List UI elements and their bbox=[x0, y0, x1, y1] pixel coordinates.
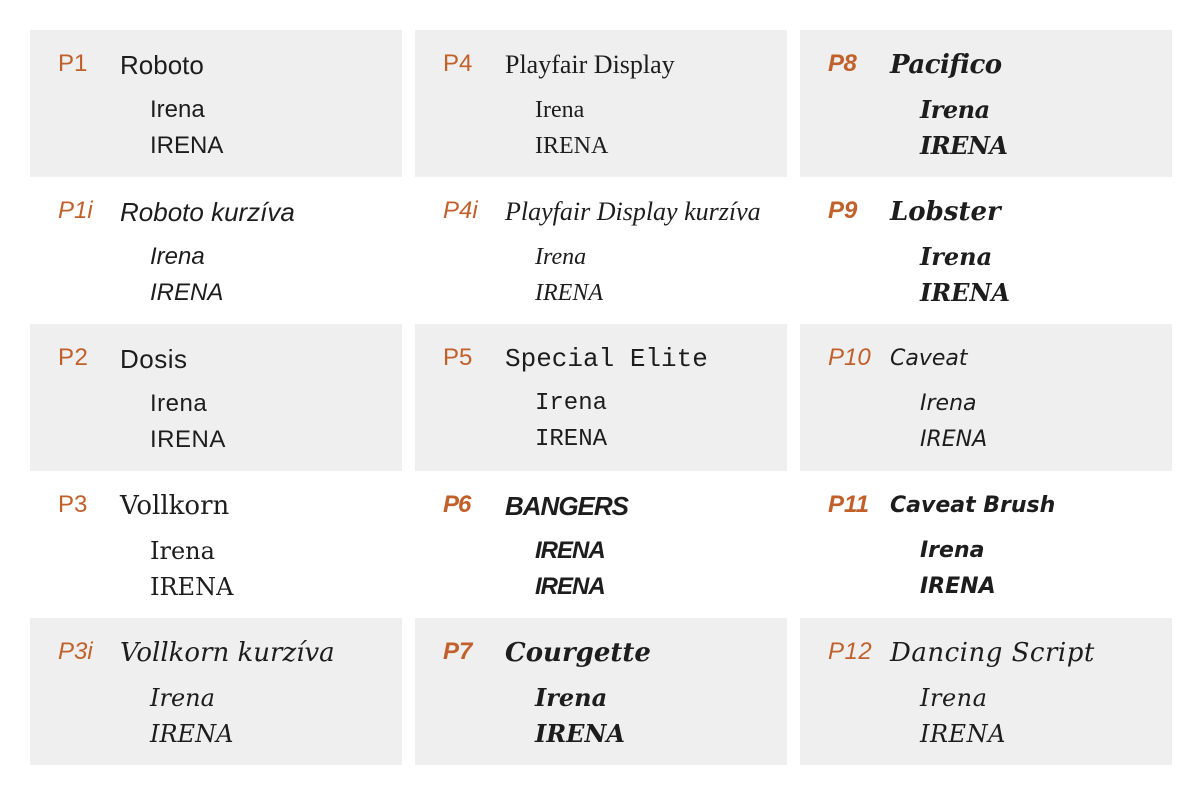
sample-lowercase: Irena bbox=[535, 683, 608, 712]
font-name: Caveat bbox=[890, 346, 968, 371]
sample-lowercase: Irena bbox=[920, 391, 977, 416]
sample-uppercase: IRENA bbox=[920, 574, 996, 599]
specimen-texts bbox=[890, 48, 1162, 164]
specimen-code: P3i bbox=[58, 638, 93, 665]
font-name: Special Elite bbox=[505, 344, 708, 374]
specimen-texts bbox=[120, 342, 392, 458]
samples bbox=[150, 92, 392, 164]
sample-lowercase: Irena bbox=[920, 684, 988, 712]
specimen-texts bbox=[890, 489, 1162, 605]
specimen-texts bbox=[505, 636, 777, 752]
specimen-code: P10 bbox=[828, 344, 871, 371]
sample-lowercase: Irena bbox=[920, 538, 985, 563]
specimen-texts bbox=[505, 342, 777, 458]
font-specimen-cell-p10 bbox=[800, 324, 1172, 471]
font-specimen-cell-p11 bbox=[800, 471, 1172, 618]
samples bbox=[150, 680, 392, 752]
specimen-code: P1i bbox=[58, 197, 93, 224]
sample-uppercase: IRENA bbox=[535, 573, 605, 600]
font-specimen-cell-p1i bbox=[30, 177, 402, 324]
font-specimen-cell-p7 bbox=[415, 618, 787, 765]
font-name: Courgette bbox=[505, 638, 651, 668]
specimen-texts bbox=[120, 195, 392, 311]
font-specimen-cell-p3i bbox=[30, 618, 402, 765]
samples bbox=[535, 386, 777, 458]
font-specimen-cell-p1 bbox=[30, 30, 402, 177]
specimen-texts bbox=[890, 195, 1162, 311]
sample-uppercase: IRENA bbox=[150, 279, 224, 306]
sample-lowercase: Irena bbox=[150, 390, 208, 417]
specimen-texts bbox=[120, 48, 392, 164]
sample-uppercase: IRENA bbox=[920, 131, 1008, 160]
sample-lowercase: Irena bbox=[150, 684, 215, 712]
specimen-code: P6 bbox=[443, 491, 471, 518]
font-name: Dosis bbox=[120, 344, 188, 374]
samples bbox=[920, 92, 1162, 164]
sample-lowercase: Irena bbox=[150, 96, 205, 123]
font-name: Pacifico bbox=[890, 50, 1002, 80]
specimen-code: P4i bbox=[443, 197, 478, 224]
specimen-code: P3 bbox=[58, 491, 88, 518]
samples bbox=[535, 239, 777, 311]
samples bbox=[920, 386, 1162, 458]
font-specimen-cell-p9 bbox=[800, 177, 1172, 324]
specimen-texts bbox=[505, 48, 777, 164]
font-specimen-cell-p6 bbox=[415, 471, 787, 618]
font-specimen-cell-p8 bbox=[800, 30, 1172, 177]
samples bbox=[535, 92, 777, 164]
sample-uppercase: IRENA bbox=[150, 573, 234, 601]
specimen-code: P7 bbox=[443, 638, 473, 665]
font-name: Dancing Script bbox=[890, 638, 1095, 668]
sample-uppercase: IRENA bbox=[920, 278, 1011, 307]
specimen-code: P12 bbox=[828, 638, 873, 665]
font-specimen-cell-p2 bbox=[30, 324, 402, 471]
font-name: Roboto bbox=[120, 50, 204, 80]
sample-uppercase: IRENA bbox=[920, 427, 988, 452]
specimen-code: P4 bbox=[443, 50, 473, 77]
sample-uppercase: IRENA bbox=[150, 132, 224, 159]
specimen-texts bbox=[505, 489, 777, 605]
font-name: Playfair Display kurzíva bbox=[505, 197, 761, 226]
specimen-code: P11 bbox=[828, 491, 869, 518]
font-name: Vollkorn bbox=[120, 491, 230, 521]
sample-uppercase: IRENA bbox=[535, 426, 608, 453]
samples bbox=[920, 239, 1162, 311]
font-specimen-cell-p4i bbox=[415, 177, 787, 324]
sample-lowercase: Irena bbox=[535, 244, 587, 270]
samples bbox=[150, 533, 392, 605]
font-name: Vollkorn kurzíva bbox=[120, 638, 335, 668]
sample-lowercase: Irena bbox=[150, 537, 215, 565]
specimen-code: P2 bbox=[58, 344, 89, 371]
specimen-code: P5 bbox=[443, 344, 473, 371]
font-name: Caveat Brush bbox=[890, 493, 1056, 518]
font-name: BANGERS bbox=[505, 491, 629, 521]
font-specimen-cell-p3 bbox=[30, 471, 402, 618]
font-specimen-cell-p12 bbox=[800, 618, 1172, 765]
samples bbox=[535, 533, 777, 605]
sample-lowercase: IRENA bbox=[535, 537, 605, 564]
specimen-code: P9 bbox=[828, 197, 858, 224]
specimen-texts bbox=[120, 636, 392, 752]
sample-lowercase: Irena bbox=[535, 97, 585, 123]
specimen-texts bbox=[505, 195, 777, 311]
specimen-texts bbox=[890, 342, 1162, 458]
specimen-texts bbox=[890, 636, 1162, 752]
font-name: Roboto kurzíva bbox=[120, 197, 295, 227]
sample-uppercase: IRENA bbox=[535, 133, 609, 159]
font-name: Playfair Display bbox=[505, 50, 675, 79]
font-specimen-cell-p4 bbox=[415, 30, 787, 177]
sample-lowercase: Irena bbox=[150, 243, 205, 270]
sample-uppercase: IRENA bbox=[535, 719, 626, 748]
samples bbox=[535, 680, 777, 752]
font-specimen-cell-p5 bbox=[415, 324, 787, 471]
specimen-code: P1 bbox=[58, 50, 88, 77]
samples bbox=[150, 239, 392, 311]
sample-lowercase: Irena bbox=[920, 95, 990, 124]
sample-uppercase: IRENA bbox=[150, 720, 234, 748]
samples bbox=[150, 386, 392, 458]
specimen-texts bbox=[120, 489, 392, 605]
sample-uppercase: IRENA bbox=[150, 426, 226, 453]
specimen-code: P8 bbox=[828, 50, 857, 77]
samples bbox=[920, 680, 1162, 752]
font-name: Lobster bbox=[890, 197, 1001, 227]
sample-lowercase: Irena bbox=[535, 390, 608, 417]
sample-uppercase: IRENA bbox=[920, 720, 1006, 748]
sample-lowercase: Irena bbox=[920, 242, 993, 271]
sample-uppercase: IRENA bbox=[535, 280, 603, 306]
specimen-grid bbox=[30, 30, 1172, 765]
samples bbox=[920, 533, 1162, 605]
